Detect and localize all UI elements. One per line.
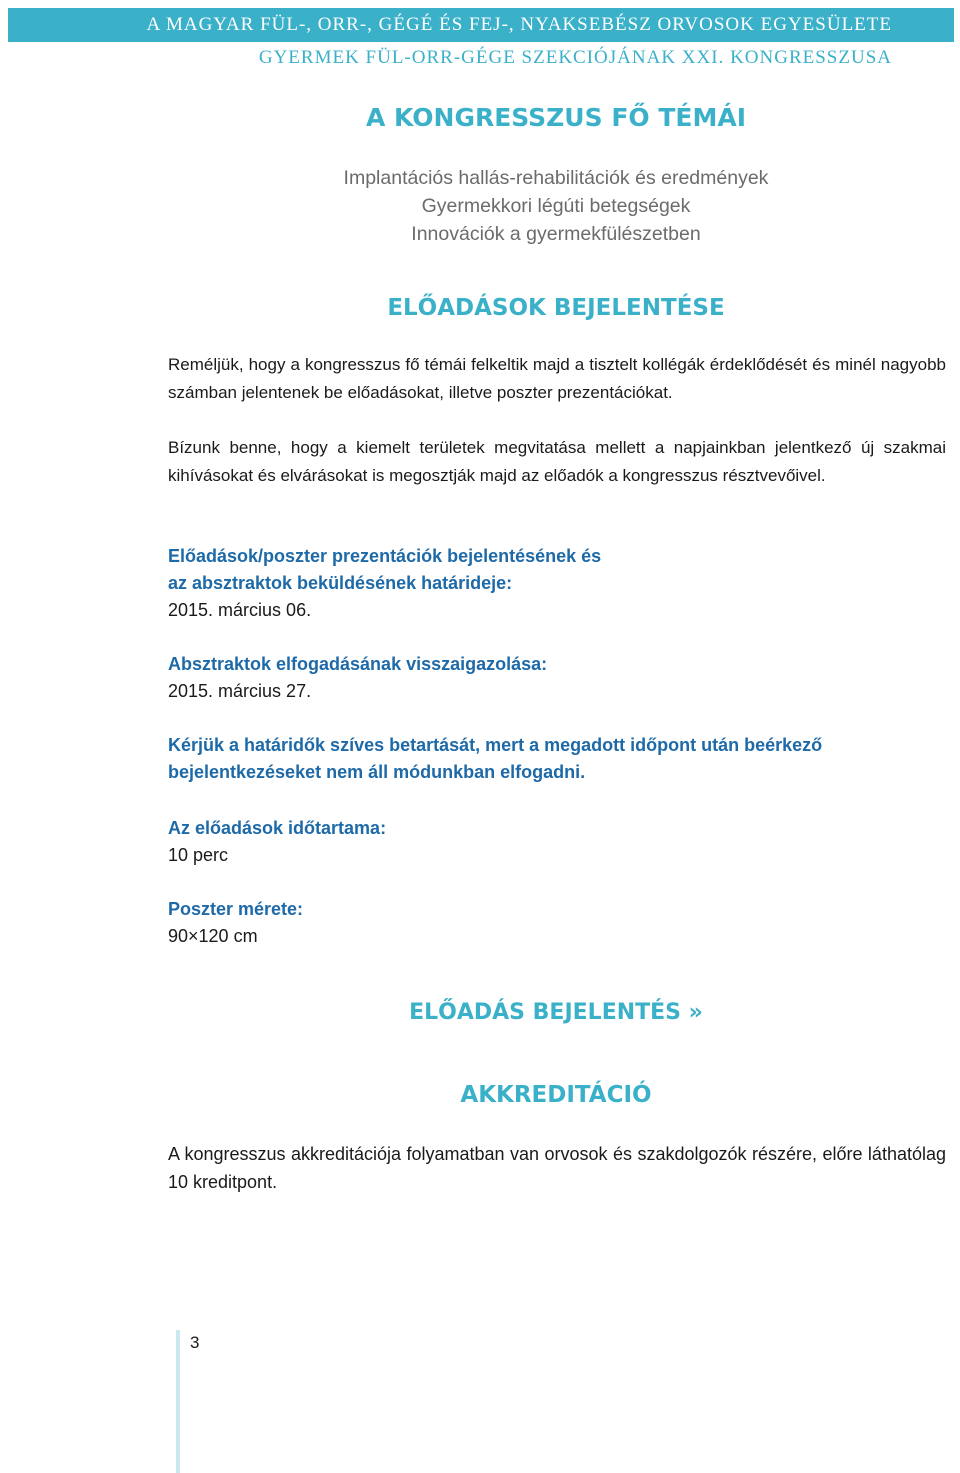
deadline-label-line-1: Előadások/poszter prezentációk bejelentésének és bbox=[168, 546, 602, 566]
confirmation-value: 2015. március 27. bbox=[168, 681, 312, 701]
footer-rule bbox=[176, 1330, 180, 1473]
list-item: Implantációs hallás-rehabilitációk és eredmények bbox=[343, 167, 769, 189]
submissions-paragraph-1: Reméljük, hogy a kongresszus fő témái felkeltik majd a tisztelt kollégák érdeklődését és minél nagyobb számban jelentenek be előadásokat, illetve poszter prezentációkat. bbox=[168, 355, 946, 402]
deadline-value: 2015. március 06. bbox=[168, 600, 312, 620]
submissions-heading: ELŐADÁSOK BEJELENTÉSE bbox=[387, 295, 725, 321]
themes-heading: A KONGRESSZUS FŐ TÉMÁI bbox=[365, 103, 747, 132]
poster-size-label: Poszter mérete: bbox=[168, 899, 304, 919]
themes-list bbox=[168, 164, 944, 248]
duration-label: Az előadások időtartama: bbox=[168, 818, 387, 838]
header-congress-title: GYERMEK FÜL-ORR-GÉGE SZEKCIÓJÁNAK XXI. KONGRESSZUSA bbox=[258, 47, 892, 68]
deadline-label-line-2: az absztraktok beküldésének határideje: bbox=[168, 573, 513, 593]
duration-value: 10 perc bbox=[168, 845, 229, 865]
list-item: Innovációk a gyermekfülészetben bbox=[411, 223, 701, 245]
poster-size-value: 90×120 cm bbox=[168, 926, 258, 946]
deadline-warning: Kérjük a határidők szíves betartását, mert a megadott időpont után beérkező bejelentkezéseket nem áll módunkban elfogadni. bbox=[168, 735, 823, 782]
header-organization: A MAGYAR FÜL-, ORR-, GÉGÉ ÉS FEJ-, NYAKSEBÉSZ ORVOSOK EGYESÜLETE bbox=[146, 14, 892, 35]
confirmation-label: Absztraktok elfogadásának visszaigazolása: bbox=[168, 654, 548, 674]
accreditation-text: A kongresszus akkreditációja folyamatban van orvosok és szakdolgozók részére, előre láthatólag 10 kreditpont. bbox=[168, 1144, 946, 1192]
submit-presentation-link[interactable]: ELŐADÁS BEJELENTÉS » bbox=[409, 1000, 703, 1025]
list-item: Gyermekkori légúti betegségek bbox=[421, 195, 691, 217]
submissions-paragraph-2: Bízunk benne, hogy a kiemelt területek megvitatása mellett a napjainkban jelentkező új szakmai kihívásokat és elvárásokat is megosztják majd az előadók a kongresszus résztvevőivel. bbox=[168, 438, 946, 485]
accreditation-heading: AKKREDITÁCIÓ bbox=[460, 1082, 652, 1108]
page-number: 3 bbox=[190, 1333, 200, 1352]
